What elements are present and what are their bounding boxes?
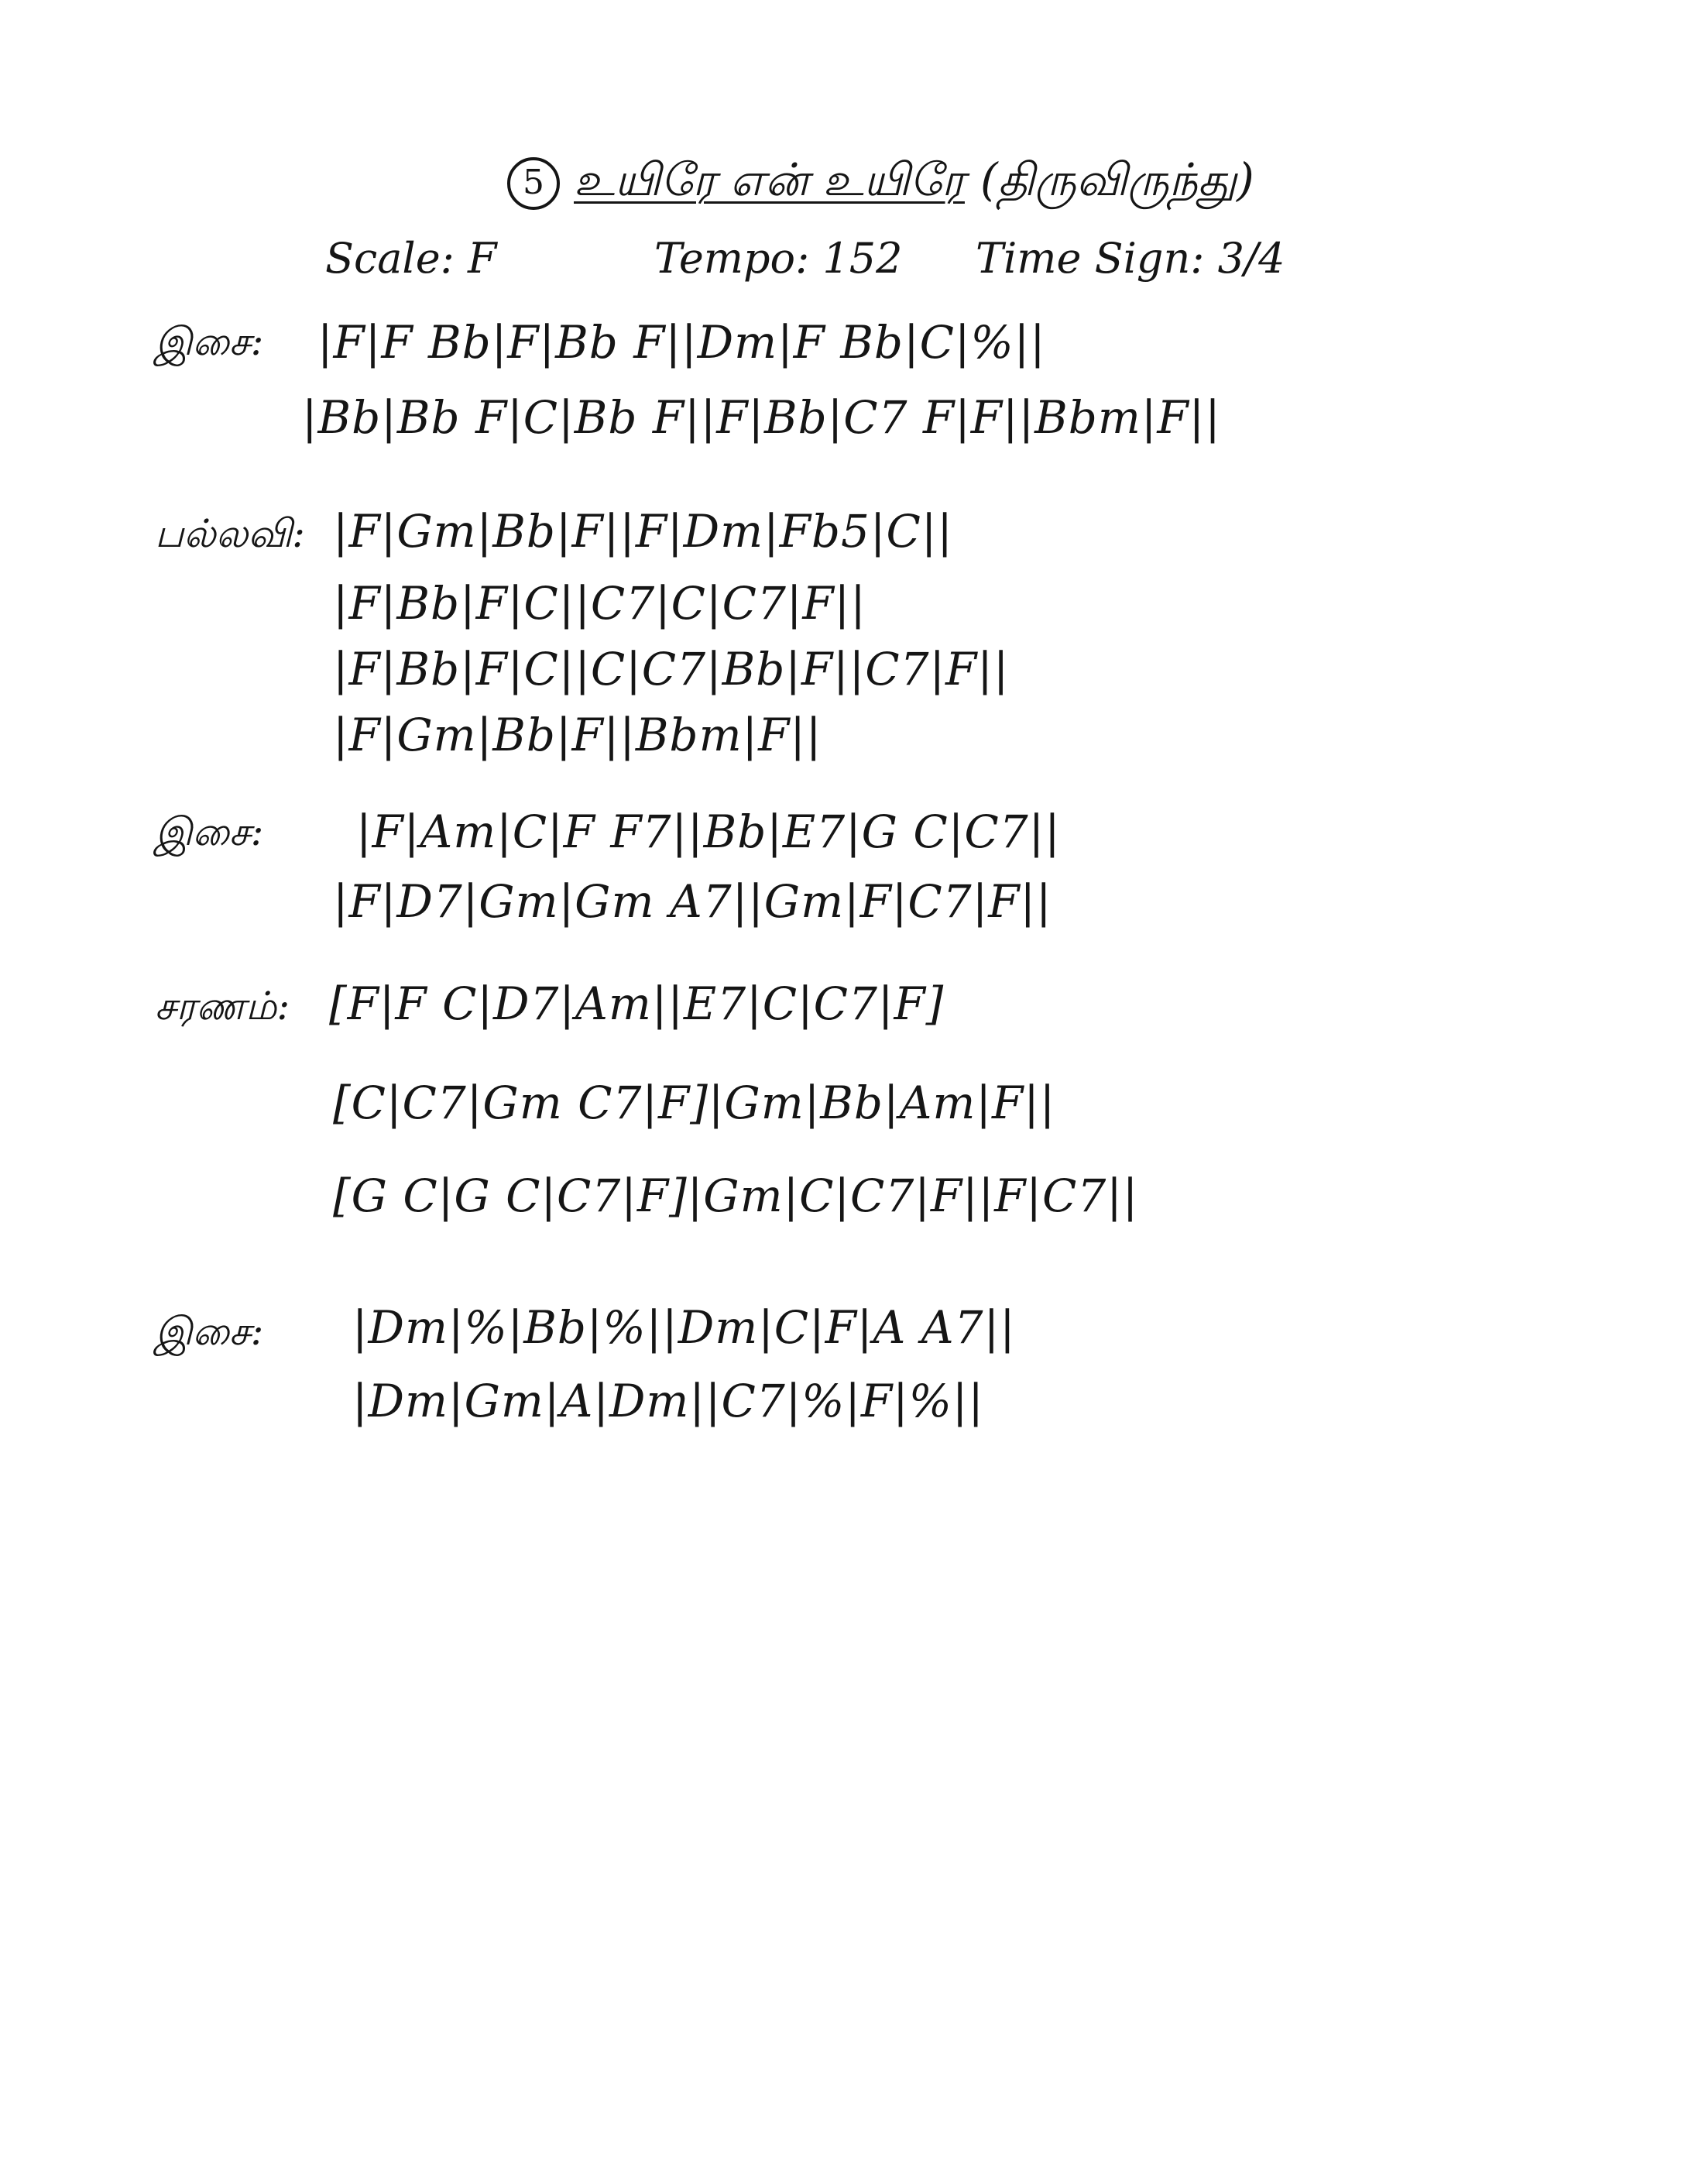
chord-line: |F|Gm|Bb|F||F|Dm|Fb5|C|| [333, 505, 953, 558]
section-label-interlude-2: இசை: [155, 1309, 264, 1354]
chord-line: |F|D7|Gm|Gm A7||Gm|F|C7|F|| [333, 875, 1052, 928]
chord-line: |F|Am|C|F F7||Bb|E7|G C|C7|| [356, 805, 1061, 858]
song-title-paren: (திருவிருந்து) [980, 153, 1254, 206]
chord-line: |F|Gm|Bb|F||Bbm|F|| [333, 709, 822, 761]
chord-line: |F|Bb|F|C||C|C7|Bb|F||C7|F|| [333, 643, 1010, 695]
section-label-pallavi: பல்லவி: [155, 511, 305, 556]
song-title-text: உயிரே என் உயிரே [574, 153, 965, 206]
chord-line: |Bb|Bb F|C|Bb F||F|Bb|C7 F|F||Bbm|F|| [302, 391, 1221, 444]
chord-line: |Dm|Gm|A|Dm||C7|%|F|%|| [352, 1375, 984, 1427]
chord-line: |F|F Bb|F|Bb F||Dm|F Bb|C|%|| [317, 316, 1046, 369]
section-label-interlude: இசை: [155, 809, 264, 854]
time-signature-label: Time Sign: 3/4 [976, 234, 1285, 283]
song-number-circle: 5 [507, 157, 560, 210]
chord-line: [C|C7|Gm C7|F]|Gm|Bb|Am|F|| [333, 1077, 1056, 1129]
scale-label: Scale: F [325, 234, 497, 283]
section-label-charanam: சரணம்: [155, 984, 290, 1028]
chord-line: [F|F C|D7|Am||E7|C|C7|F] [329, 977, 945, 1030]
song-title [507, 153, 1254, 212]
chord-line: |Dm|%|Bb|%||Dm|C|F|A A7|| [352, 1301, 1016, 1354]
tempo-label: Tempo: 152 [654, 234, 903, 283]
chord-line: [G C|G C|C7|F]|Gm|C|C7|F||F|C7|| [333, 1169, 1139, 1222]
section-label-intro: இசை: [155, 319, 264, 364]
chord-line: |F|Bb|F|C||C7|C|C7|F|| [333, 577, 866, 630]
